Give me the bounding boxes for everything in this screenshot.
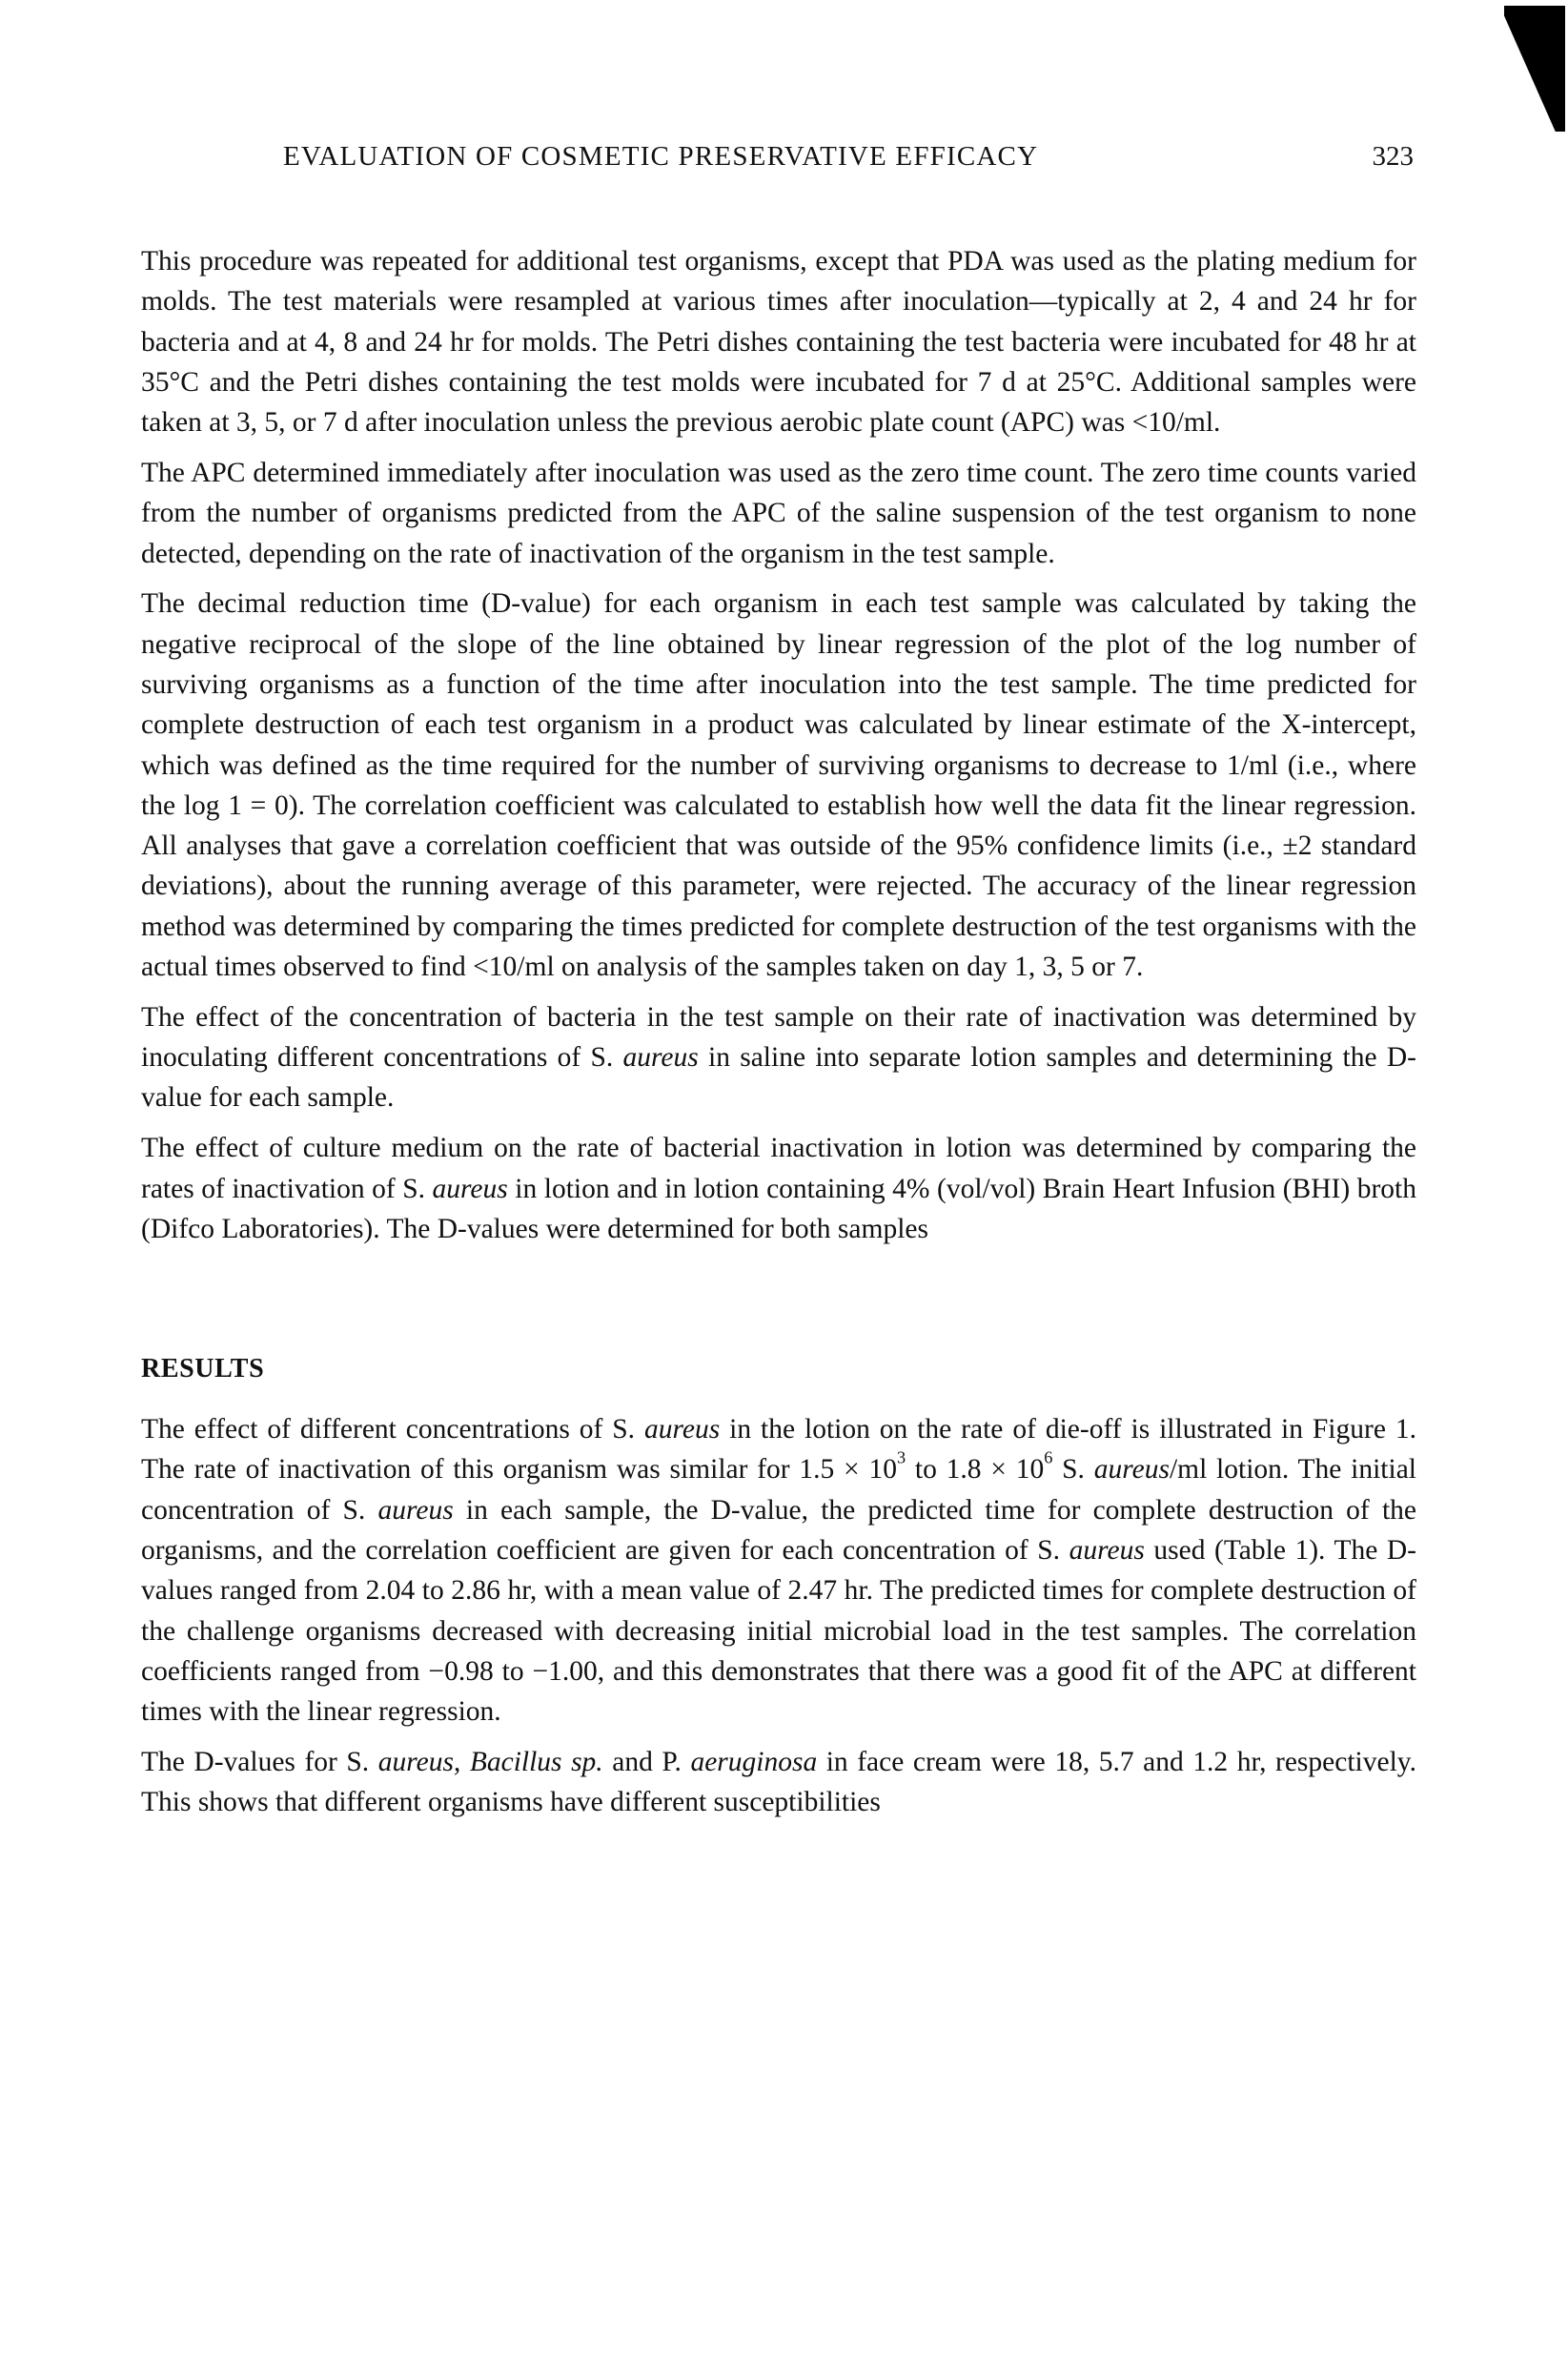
text-run: and [602, 1747, 662, 1777]
species-genus: S. [1062, 1454, 1094, 1486]
page-corner-mark [1504, 6, 1565, 132]
methods-paragraph-culture-medium [141, 1128, 1416, 1249]
text-run: in lotion and in lotion containing 4% (vol/vol) Brain Heart Infusion (BHI) broth (Difco Laboratories). The D-values were determined for both samples [141, 1173, 1416, 1244]
text-run: used (Table 1). The D-values ranged from 2.04 to 2.86 hr, with a mean value of 2.47 hr. The predicted times for complete destruction of the challenge organisms decreased with decreasing initial microbial load in the test samples. The correlation coefficients ranged from −0.98 to −1.00, and this demonstrates that there was a good fit of the APC at different times with the linear regression. [141, 1535, 1416, 1728]
species-name: aeruginosa [690, 1747, 818, 1777]
species-genus: S. [612, 1414, 644, 1445]
species-name: aureus [1069, 1535, 1145, 1567]
species-name: aureus [643, 1414, 721, 1445]
species-genus: P. [662, 1747, 691, 1777]
running-header [283, 137, 1414, 175]
results-paragraph-face-cream [141, 1742, 1416, 1823]
text-run: in each sample, the D-value, the predicted time for complete destruction of the organisms, and the correlation coefficient are given for each concentration of [141, 1494, 1416, 1567]
species-name: aureus [377, 1494, 454, 1526]
page-body [141, 241, 1416, 1823]
section-heading-results: RESULTS [141, 1354, 265, 1384]
results-paragraph-concentrations [141, 1409, 1416, 1732]
text-run: in the lotion on the rate of die-off is illustrated in Figure 1. The rate of inactivation of this organism was similar for 1.5 × 10 [141, 1414, 1416, 1486]
page-number: 323 [1372, 141, 1414, 172]
species-name: aureus [622, 1042, 699, 1074]
text-run: to 1.8 × 10 [906, 1454, 1045, 1486]
text-run: in saline into separate lotion samples and determining the D-value for each sample. [141, 1042, 1416, 1114]
text-run: The effect of different concentrations of [141, 1414, 613, 1445]
text-run: The effect of the concentration of bacteria in the test sample on their rate of inactivation was determined by inoculating different concentrations of [141, 1001, 1416, 1074]
species-genus: S. [1037, 1535, 1069, 1567]
text-run [1052, 1454, 1062, 1485]
text-run: The D-values for [141, 1747, 347, 1777]
methods-paragraph-procedure: This procedure was repeated for additional test organisms, except that PDA was used as the plating medium for molds. The test materials were resampled at various times after inoculation—typically at 2, 4 and 24 hr for bacteria and at 4, 8 and 24 hr for molds. The Petri dishes containing the test bacteria were incubated for 48 hr at 35°C and the Petri dishes containing the test molds were incubated for 7 d at 25°C. Additional samples were taken at 3, 5, or 7 d after inoculation unless the previous aerobic plate count (APC) was <10/ml. [141, 246, 1416, 439]
text-run: /ml lotion. The initial concentration of [141, 1454, 1416, 1526]
running-title: EVALUATION OF COSMETIC PRESERVATIVE EFFICACY [283, 141, 1039, 172]
text-run: The effect of culture medium on the rate of bacterial inactivation in lotion was determined by comparing the rates of inactivation of [141, 1133, 1416, 1204]
species-name: aureus [432, 1173, 508, 1204]
methods-paragraph-zero-time: The APC determined immediately after inoculation was used as the zero time count. The zero time counts varied from the number of organisms predicted from the APC of the saline suspension of the test organism to none detected, depending on the rate of inactivation of the organism in the test sample. [141, 457, 1416, 569]
species-name: aureus [1093, 1454, 1170, 1486]
species-genus: S. [346, 1747, 378, 1777]
methods-paragraph-concentration [141, 997, 1416, 1118]
species-genus: S. [590, 1042, 623, 1074]
text-run: in face cream were 18, 5.7 and 1.2 hr, respectively. This shows that different organisms have different susceptibilities [141, 1747, 1416, 1818]
exponent: 6 [1044, 1447, 1053, 1467]
species-genus: S. [402, 1173, 433, 1204]
methods-paragraph-d-value: The decimal reduction time (D-value) for each organism in each test sample was calculated by taking the negative reciprocal of the slope of the line obtained by linear regression of the plot of the log number of surviving organisms as a function of the time after inoculation into the test sample. The time predicted for complete destruction of each test organism in a product was calculated by linear estimate of the X-intercept, which was defined as the time required for the number of surviving organisms to decrease to 1/ml (i.e., where the log 1 = 0). The correlation coefficient was calculated to establish how well the data fit the linear regression. All analyses that gave a correlation coefficient that was outside of the 95% confidence limits (i.e., ±2 standard deviations), about the running average of this parameter, were rejected. The accuracy of the linear regression method was determined by comparing the times predicted for complete destruction of the test organisms with the actual times observed to find <10/ml on analysis of the samples taken on day 1, 3, 5 or 7. [141, 588, 1416, 983]
species-name: aureus, Bacillus sp. [377, 1747, 603, 1777]
species-genus: S. [342, 1494, 378, 1526]
exponent: 3 [896, 1447, 906, 1467]
